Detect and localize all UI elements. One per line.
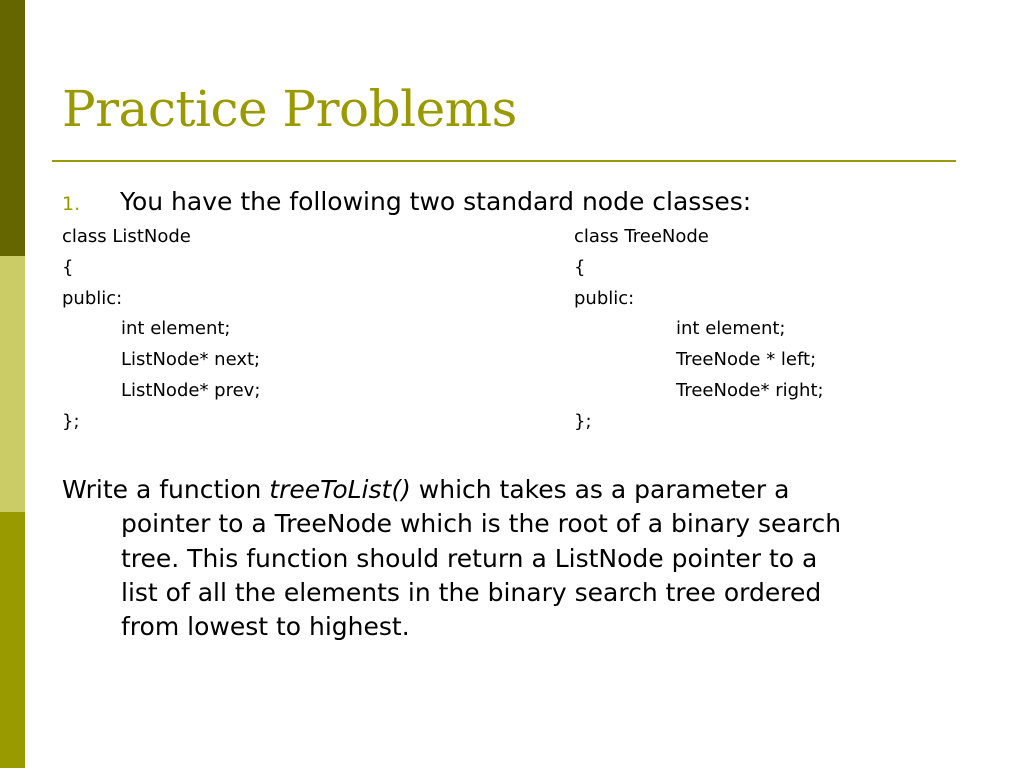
para-first-line — [62, 473, 962, 507]
title-divider — [52, 160, 956, 162]
function-name: treeToList() — [269, 475, 411, 504]
para-line: pointer to a TreeNode which is the root of a binary search — [121, 509, 842, 539]
decor-bar-dark — [0, 0, 25, 256]
para-line: tree. This function should return a ListNode pointer to a — [121, 543, 818, 573]
decor-bar-mid — [0, 512, 25, 768]
code-line: public: — [62, 287, 123, 309]
item-number: 1. — [62, 193, 81, 215]
code-line: ListNode* next; — [121, 349, 261, 371]
code-line: int element; — [121, 318, 231, 340]
treenode-class-code — [574, 222, 824, 438]
code-line: int element; — [676, 318, 786, 340]
code-line: public: — [574, 287, 635, 309]
para-lead: Write a function — [62, 475, 270, 504]
code-line: { — [62, 256, 74, 278]
problem-description — [62, 473, 962, 644]
code-line: }; — [62, 410, 80, 432]
code-line: { — [574, 256, 586, 278]
slide-title: Practice Problems — [62, 80, 517, 138]
code-line: TreeNode * left; — [676, 349, 817, 371]
code-line: ListNode* prev; — [121, 379, 261, 401]
item-text: You have the following two standard node classes: — [120, 187, 752, 216]
para-rest: which takes as a parameter a — [410, 475, 790, 504]
code-line: class ListNode — [62, 226, 191, 247]
numbered-item — [62, 186, 751, 220]
listnode-class-code — [62, 222, 260, 438]
code-line: TreeNode* right; — [676, 379, 824, 401]
para-line: from lowest to highest. — [121, 612, 410, 642]
para-line: list of all the elements in the binary search tree ordered — [121, 577, 822, 607]
code-line: class TreeNode — [574, 226, 709, 247]
decor-bar-light — [0, 256, 25, 512]
code-line: }; — [574, 410, 592, 432]
